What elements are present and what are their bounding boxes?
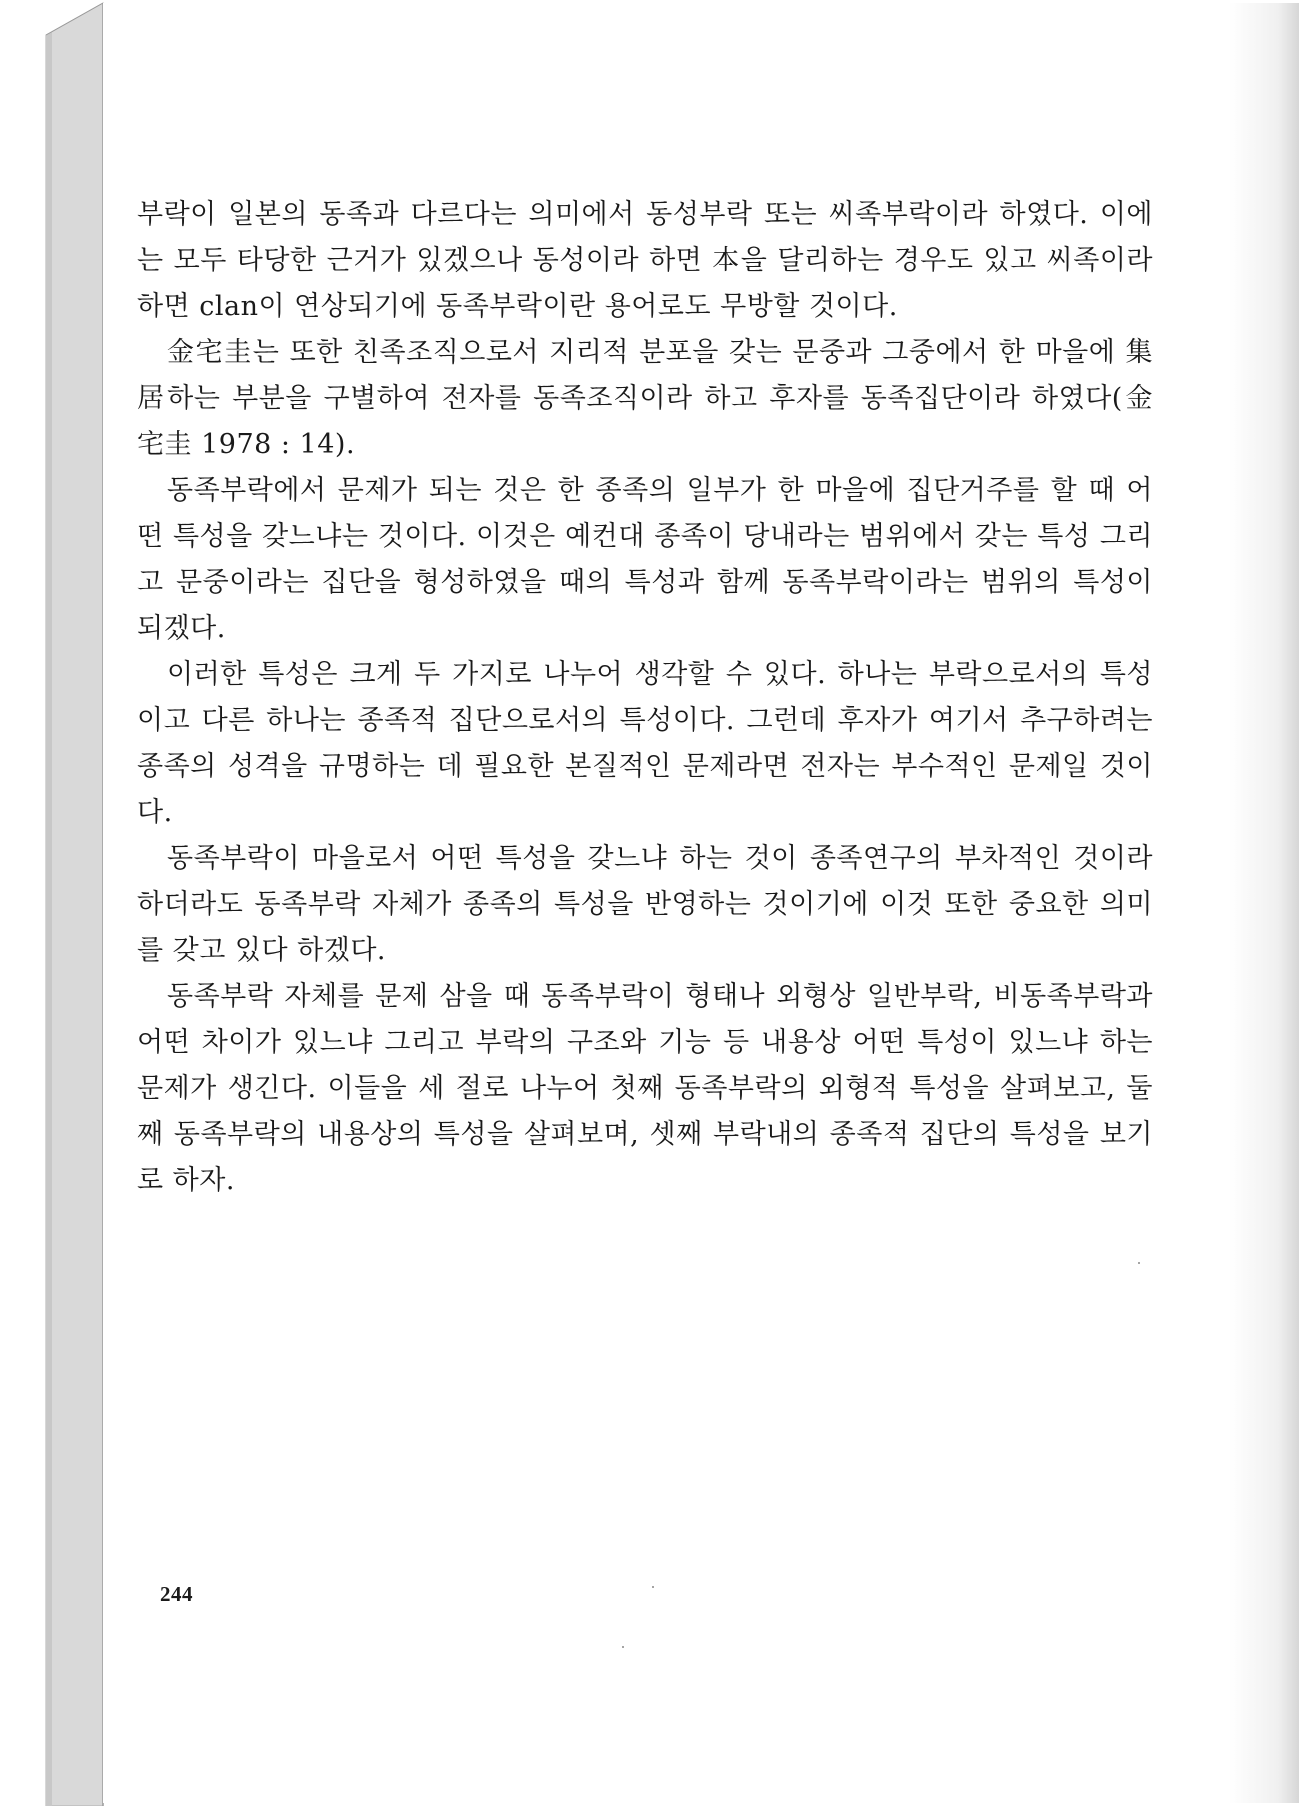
paragraph-6: 동족부락 자체를 문제 삼을 때 동족부락이 형태나 외형상 일반부락, 비동족부락과 어떤 차이가 있느냐 그리고 부락의 구조와 기능 등 내용상 어떤 특성이 있느냐 하는 문제가 생긴다. 이들을 세 절로 나누어 첫째 동족부락의 외형적 특성을 살펴보고, 둘째 동족부락의 내용상의 특성을 살펴보며, 셋째 부락내의 종족적 집단의 특성을 보기로 하자.: [137, 981, 1153, 1196]
scan-speck: [652, 1586, 654, 1588]
scan-speck: [1138, 1262, 1140, 1264]
page-number: 244: [160, 1582, 193, 1606]
page-curl-shadow: [1229, 3, 1299, 1803]
paragraph-4: 이러한 특성은 크게 두 가지로 나누어 생각할 수 있다. 하나는 부락으로서의 특성이고 다른 하나는 종족적 집단으로서의 특성이다. 그런데 후자가 여기서 추구하려는 종족의 성격을 규명하는 데 필요한 본질적인 문제라면 전자는 부수적인 문제일 것이다.: [137, 659, 1153, 828]
paragraph-3: 동족부락에서 문제가 되는 것은 한 종족의 일부가 한 마을에 집단거주를 할 때 어떤 특성을 갖느냐는 것이다. 이것은 예컨대 종족이 당내라는 범위에서 갖는 특성 그리고 문중이라는 집단을 형성하였을 때의 특성과 함께 동족부락이라는 범위의 특성이 되겠다.: [137, 475, 1153, 644]
paragraph-5: 동족부락이 마을로서 어떤 특성을 갖느냐 하는 것이 종족연구의 부차적인 것이라 하더라도 동족부락 자체가 종족의 특성을 반영하는 것이기에 이것 또한 중요한 의미를 갖고 있다 하겠다.: [137, 843, 1153, 966]
paragraph-2: 金宅圭는 또한 친족조직으로서 지리적 분포을 갖는 문중과 그중에서 한 마을에 集居하는 부분을 구별하여 전자를 동족조직이라 하고 후자를 동족집단이라 하였다(金宅圭 1978 : 14).: [137, 337, 1153, 460]
paragraph-1: 부락이 일본의 동족과 다르다는 의미에서 동성부락 또는 씨족부락이라 하였다. 이에는 모두 타당한 근거가 있겠으나 동성이라 하면 本을 달리하는 경우도 있고 씨족이라 하면 clan이 연상되기에 동족부락이란 용어로도 무방할 것이다.: [137, 199, 1153, 322]
body-text: [137, 192, 1153, 1204]
scan-speck: [622, 1646, 624, 1648]
